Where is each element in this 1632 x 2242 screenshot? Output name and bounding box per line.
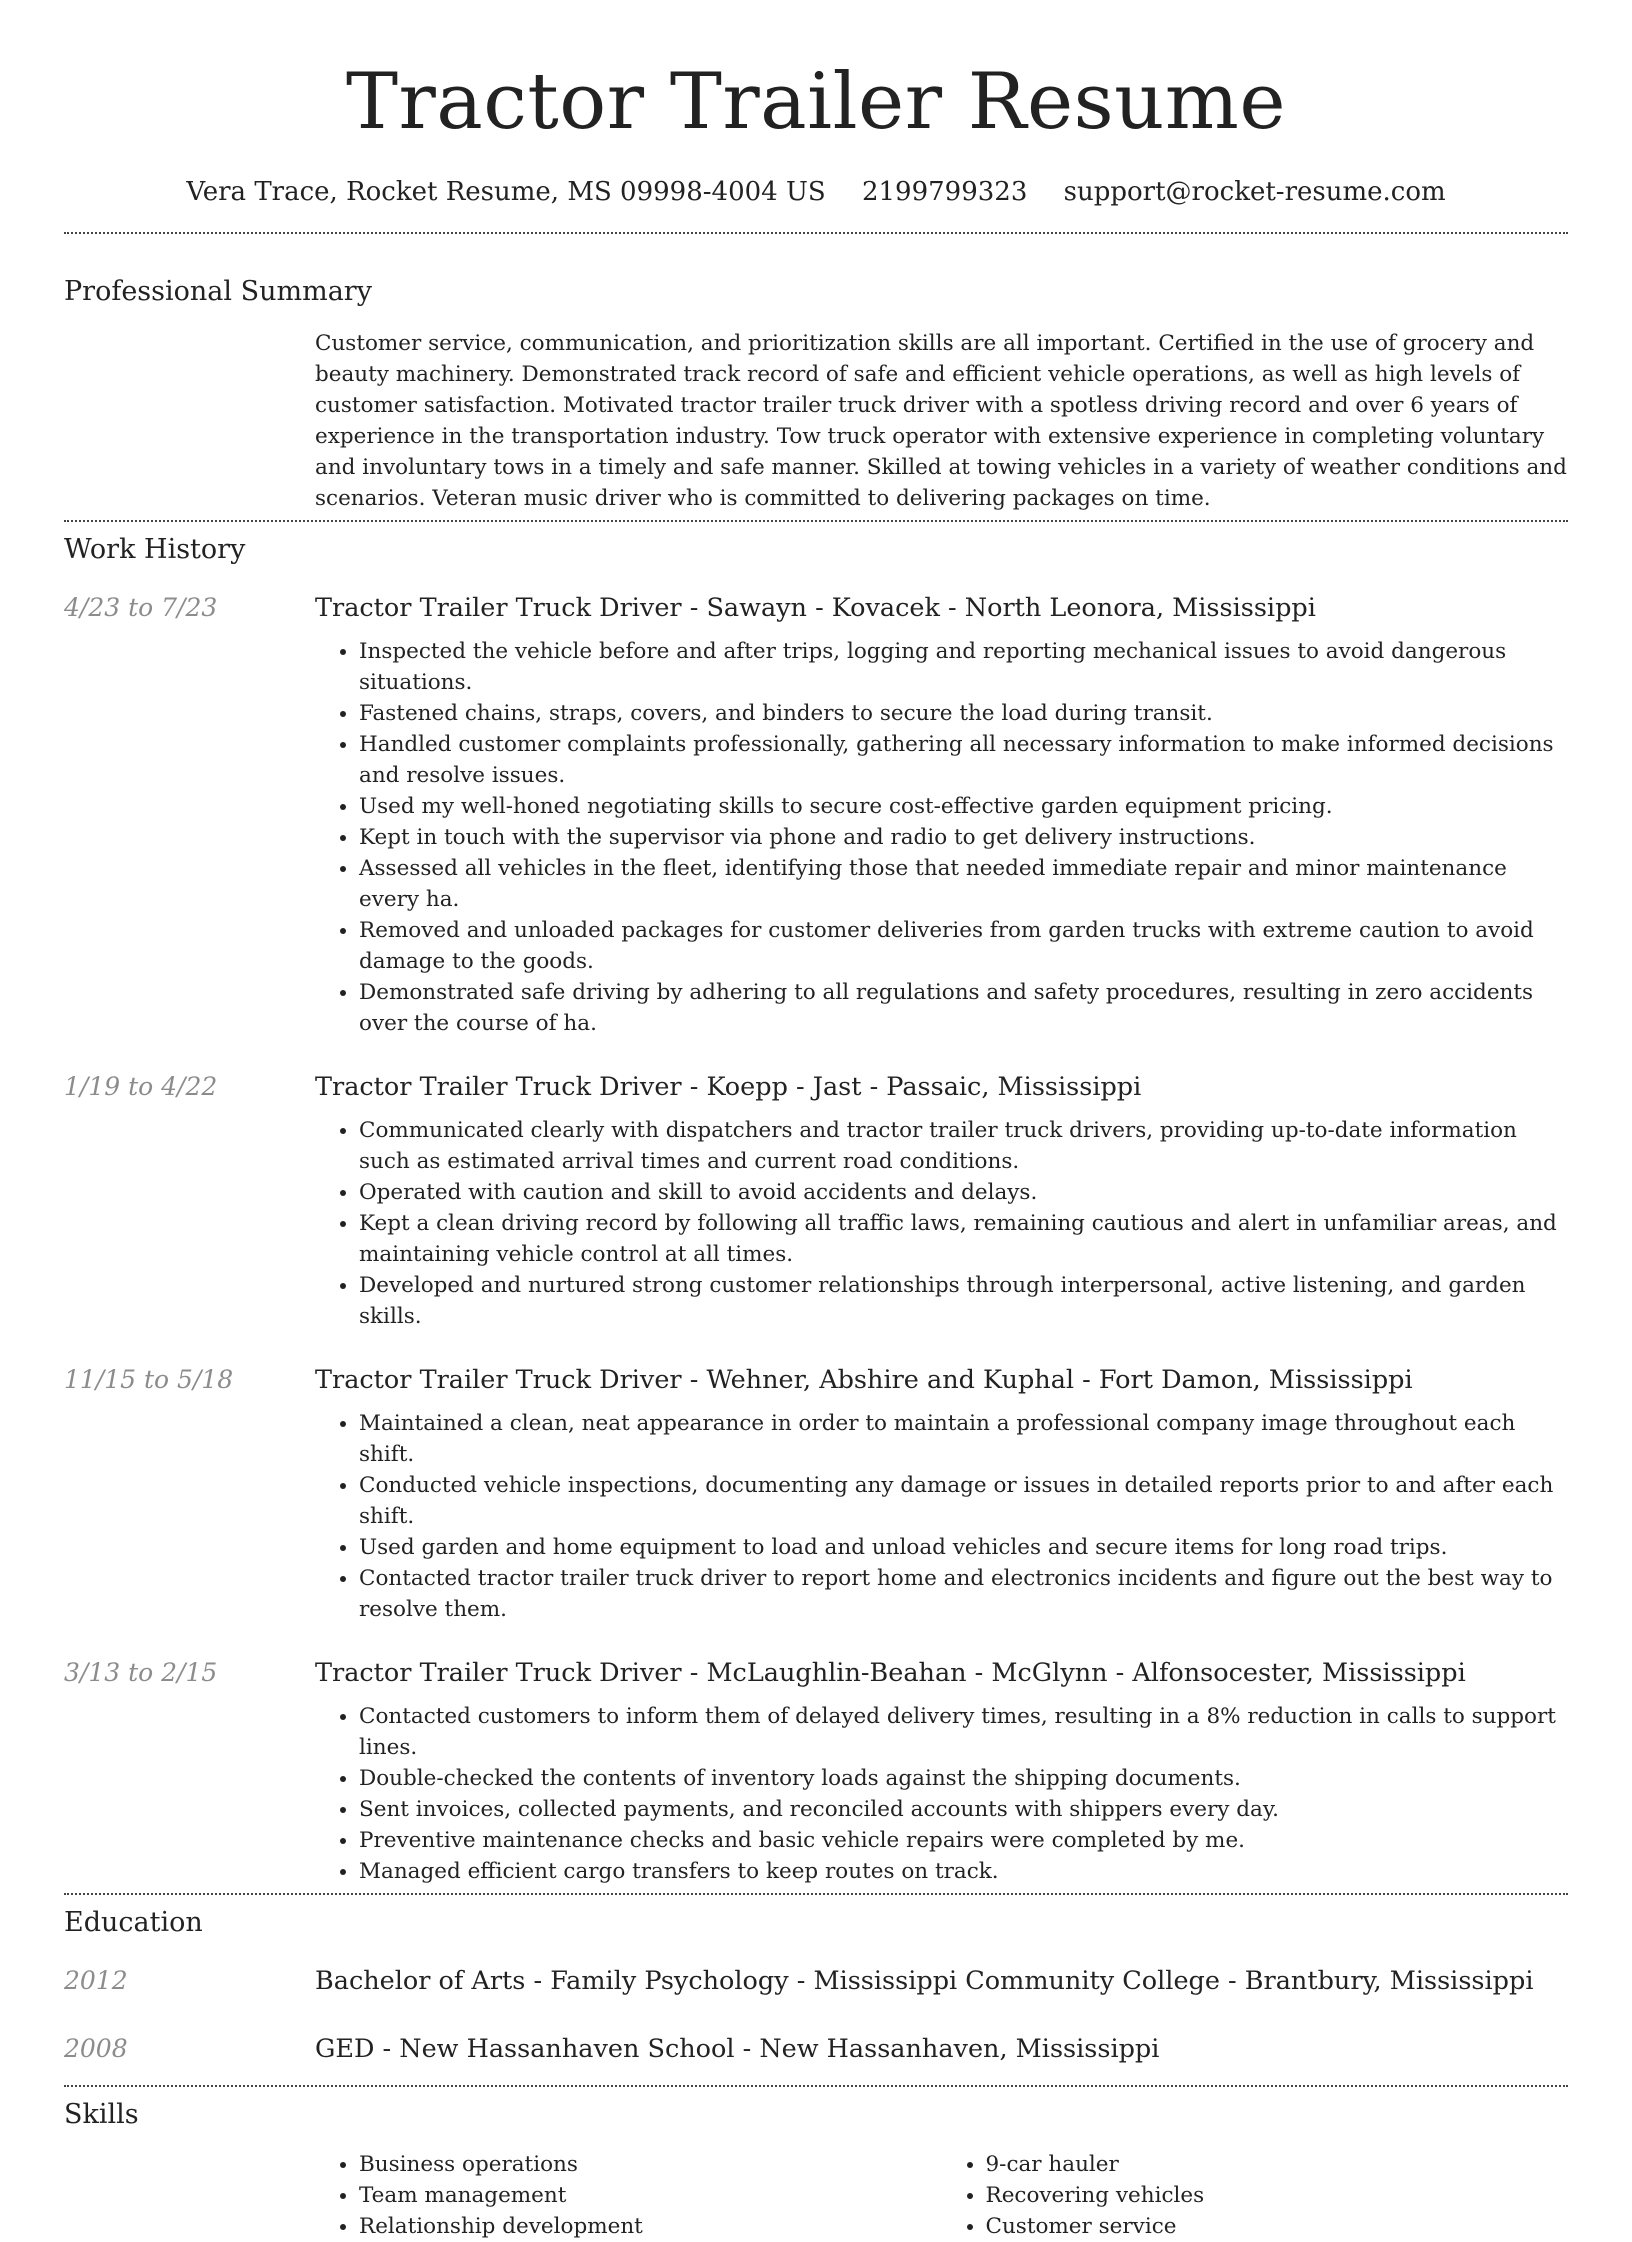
contact-address: Vera Trace, Rocket Resume, MS 09998-4004 US — [186, 177, 826, 207]
job-bullets — [315, 1408, 1568, 1625]
skills-list — [315, 2149, 1568, 2242]
job-bullet: • Used garden and home equipment to load and unload vehicles and secure items for long road trips. — [359, 1532, 1568, 1563]
job-bullet: • Fastened chains, straps, covers, and binders to secure the load during transit. — [359, 698, 1568, 729]
job-dates: 1/19 to 4/22 — [64, 1072, 218, 1101]
job-dates: 11/15 to 5/18 — [64, 1365, 234, 1394]
skill-item: • Relationship development — [359, 2211, 942, 2242]
summary-heading: Professional Summary — [64, 276, 372, 307]
job-bullet: • Contacted tractor trailer truck driver to report home and electronics incidents and figure out the best way to resolve them. — [359, 1563, 1568, 1625]
job-bullet: • Inspected the vehicle before and after trips, logging and reporting mechanical issues to avoid dangerous situations. — [359, 636, 1568, 698]
education-year: 2012 — [64, 1966, 128, 1995]
education-heading: Education — [64, 1907, 203, 1938]
job-dates: 4/23 to 7/23 — [64, 593, 218, 622]
contact-line — [64, 172, 1568, 212]
skill-item: • Team management — [359, 2180, 942, 2211]
education-entry — [64, 1963, 1568, 1999]
job-bullet: • Used my well-honed negotiating skills to secure cost-effective garden equipment pricing. — [359, 791, 1568, 822]
skill-item: • Recovering vehicles — [986, 2180, 1569, 2211]
job-bullet: • Sent invoices, collected payments, and reconciled accounts with shippers every day. — [359, 1794, 1568, 1825]
job-title: Tractor Trailer Truck Driver - Sawayn - Kovacek - North Leonora, Mississippi — [315, 593, 1316, 623]
education-entry — [64, 2031, 1568, 2067]
job-content — [315, 1069, 1568, 1332]
job-title: Tractor Trailer Truck Driver - McLaughlin-Beahan - McGlynn - Alfonsocester, Mississippi — [315, 1658, 1466, 1688]
job-bullet: • Operated with caution and skill to avoid accidents and delays. — [359, 1177, 1568, 1208]
job-bullet: • Double-checked the contents of inventory loads against the shipping documents. — [359, 1763, 1568, 1794]
job-bullet: • Managed efficient cargo transfers to keep routes on track. — [359, 1856, 1568, 1887]
job-content — [315, 1362, 1568, 1625]
job-bullet: • Kept a clean driving record by following all traffic laws, remaining cautious and alert in unfamiliar areas, and maintaining vehicle control at all times. — [359, 1208, 1568, 1270]
divider — [64, 2085, 1568, 2087]
job-bullets — [315, 636, 1568, 1039]
education-degree: Bachelor of Arts - Family Psychology - Mississippi Community College - Brantbury, Mississippi — [315, 1966, 1534, 1996]
job-entry — [64, 1069, 1568, 1332]
education-year: 2008 — [64, 2034, 128, 2063]
skills-heading: Skills — [64, 2099, 139, 2130]
job-content — [315, 590, 1568, 1039]
education-content — [315, 1963, 1568, 1999]
job-bullets — [315, 1701, 1568, 1887]
skill-item: • 9-car hauler — [986, 2149, 1569, 2180]
skill-item: • Business operations — [359, 2149, 942, 2180]
job-bullet: • Demonstrated safe driving by adhering to all regulations and safety procedures, resulting in zero accidents over the course of ha. — [359, 977, 1568, 1039]
job-dates: 3/13 to 2/15 — [64, 1658, 218, 1687]
job-bullet: • Conducted vehicle inspections, documenting any damage or issues in detailed reports prior to and after each shift. — [359, 1470, 1568, 1532]
skill-item: • Customer service — [986, 2211, 1569, 2242]
job-bullet: • Kept in touch with the supervisor via phone and radio to get delivery instructions. — [359, 822, 1568, 853]
skills-column-left — [315, 2149, 942, 2242]
job-bullet: • Handled customer complaints professionally, gathering all necessary information to make informed decisions and resolve issues. — [359, 729, 1568, 791]
divider — [64, 1893, 1568, 1895]
contact-email: support@rocket-resume.com — [1063, 177, 1446, 207]
education-content — [315, 2031, 1568, 2067]
job-bullet: • Maintained a clean, neat appearance in order to maintain a professional company image throughout each shift. — [359, 1408, 1568, 1470]
job-bullet: • Preventive maintenance checks and basic vehicle repairs were completed by me. — [359, 1825, 1568, 1856]
job-bullet: • Contacted customers to inform them of delayed delivery times, resulting in a 8% reduction in calls to support lines. — [359, 1701, 1568, 1763]
skills-column-right — [942, 2149, 1569, 2242]
work-history-heading: Work History — [64, 534, 246, 565]
job-title: Tractor Trailer Truck Driver - Wehner, Abshire and Kuphal - Fort Damon, Mississippi — [315, 1365, 1413, 1395]
summary-text: Customer service, communication, and prioritization skills are all important. Certified in the use of grocery and beauty machinery. Demonstrated track record of safe and efficient vehicle operations, as well as high levels of customer satisfaction. Motivated tractor trailer truck driver with a spotless driving record and over 6 years of experience in the transportation industry. Tow truck operator with extensive experience in completing voluntary and involuntary tows in a timely and safe manner. Skilled at towing vehicles in a variety of weather conditions and scenarios. Veteran music driver who is committed to delivering packages on time. — [315, 331, 1567, 511]
education-degree: GED - New Hassanhaven School - New Hassanhaven, Mississippi — [315, 2034, 1160, 2064]
job-entry — [64, 1655, 1568, 1887]
job-content — [315, 1655, 1568, 1887]
job-bullets — [315, 1115, 1568, 1332]
job-bullet: • Assessed all vehicles in the fleet, identifying those that needed immediate repair and minor maintenance every ha. — [359, 853, 1568, 915]
job-bullet: • Communicated clearly with dispatchers and tractor trailer truck drivers, providing up-to-date information such as estimated arrival times and current road conditions. — [359, 1115, 1568, 1177]
resume-title: Tractor Trailer Resume — [345, 57, 1287, 147]
job-entry — [64, 1362, 1568, 1625]
job-entry — [64, 590, 1568, 1039]
contact-phone: 2199799323 — [861, 177, 1028, 207]
job-bullet: • Developed and nurtured strong customer relationships through interpersonal, active listening, and garden skills. — [359, 1270, 1568, 1332]
job-bullet: • Removed and unloaded packages for customer deliveries from garden trucks with extreme caution to avoid damage to the goods. — [359, 915, 1568, 977]
divider — [64, 520, 1568, 522]
divider — [64, 232, 1568, 234]
job-title: Tractor Trailer Truck Driver - Koepp - Jast - Passaic, Mississippi — [315, 1072, 1142, 1102]
